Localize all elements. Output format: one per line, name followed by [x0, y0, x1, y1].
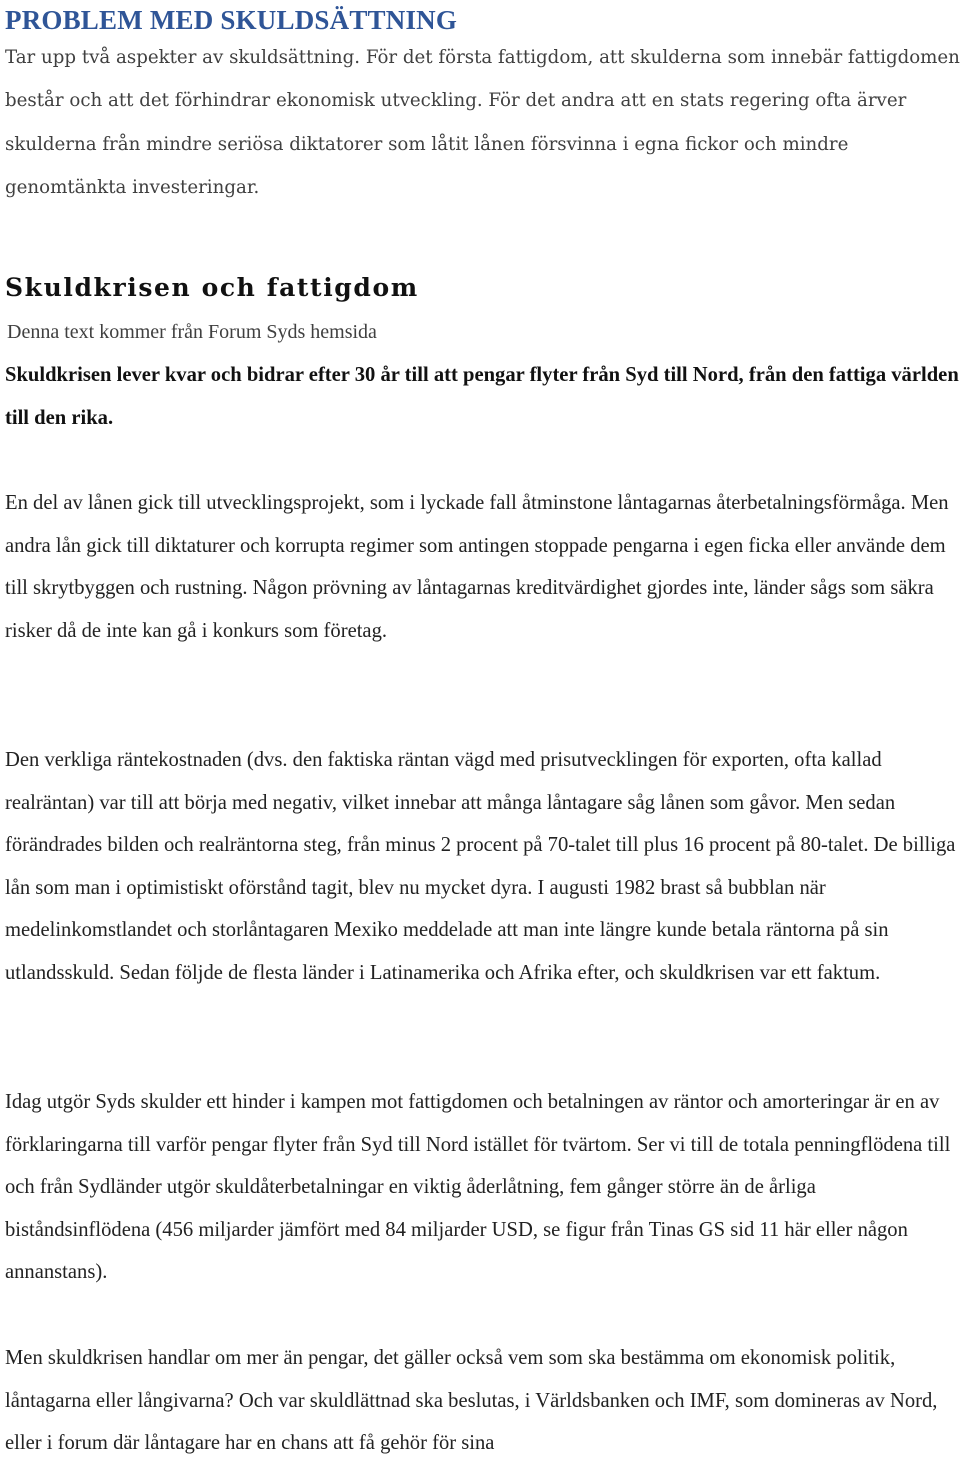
intro-paragraph: Tar upp två aspekter av skuldsättning. För det första fattigdom, att skulderna som innebär fattigdomen består och att det förhindrar ekonomisk utveckling. För det andra att en stats regering ofta ärver skulderna från mindre seriösa diktatorer som låtit lånen försvinna i egna fickor och mindre genomtänkta investeringar.: [5, 47, 960, 199]
document-heading: PROBLEM MED SKULDSÄTTNING: [5, 5, 458, 35]
source-note: Denna text kommer från Forum Syds hemsida: [7, 321, 377, 343]
body-paragraph-2: Den verkliga räntekostnaden (dvs. den faktiska räntan vägd med prisutvecklingen för exporten, ofta kallad realräntan) var till att börja med negativ, vilket innebar att många låntagare såg lånen som gåvor. Men sedan förändrades bilden och realräntorna steg, från minus 2 procent på 70-talet till plus 16 procent på 80-talet. De billiga lån som man i optimistiskt oförstånd tagit, blev nu mycket dyra. I augusti 1982 brast så bubblan när medelinkomstlandet och storlåntagaren Mexiko meddelade att man inte längre kunde betala räntorna på sin utlandsskuld. Sedan följde de flesta länder i Latinamerika och Afrika efter, och skuldkrisen var ett faktum.: [5, 749, 956, 984]
lead-paragraph: Skuldkrisen lever kvar och bidrar efter 30 år till att pengar flyter från Syd till Nord, från den fattiga världen till den rika.: [5, 364, 959, 429]
section-title: Skuldkrisen och fattigdom: [5, 273, 419, 302]
body-paragraph-4: Men skuldkrisen handlar om mer än pengar, det gäller också vem som ska bestämma om ekonomisk politik, låntagarna eller långivarna? Och var skuldlättnad ska beslutas, i Världsbanken och IMF, som domineras av Nord, eller i forum där låntagare har en chans att få gehör för sina: [5, 1347, 938, 1455]
body-paragraph-3: Idag utgör Syds skulder ett hinder i kampen mot fattigdomen och betalningen av räntor och amorteringar är en av förklaringarna till varför pengar flyter från Syd till Nord istället för tvärtom. Ser vi till de totala penningflödena till och från Sydländer utgör skuldåterbetalningar en viktig åderlåtning, fem gånger större än de årliga biståndsinflödena (456 miljarder jämfört med 84 miljarder USD, se figur från Tinas GS sid 11 här eller någon annanstans).: [5, 1091, 951, 1284]
body-paragraph-1: En del av lånen gick till utvecklingsprojekt, som i lyckade fall åtminstone låntagarnas återbetalningsförmåga. Men andra lån gick till diktaturer och korrupta regimer som antingen stoppade pengarna i egen ficka eller använde dem till skrytbyggen och rustning. Någon prövning av låntagarnas kreditvärdighet gjordes inte, länder sågs som säkra risker då de inte kan gå i konkurs som företag.: [5, 492, 949, 642]
